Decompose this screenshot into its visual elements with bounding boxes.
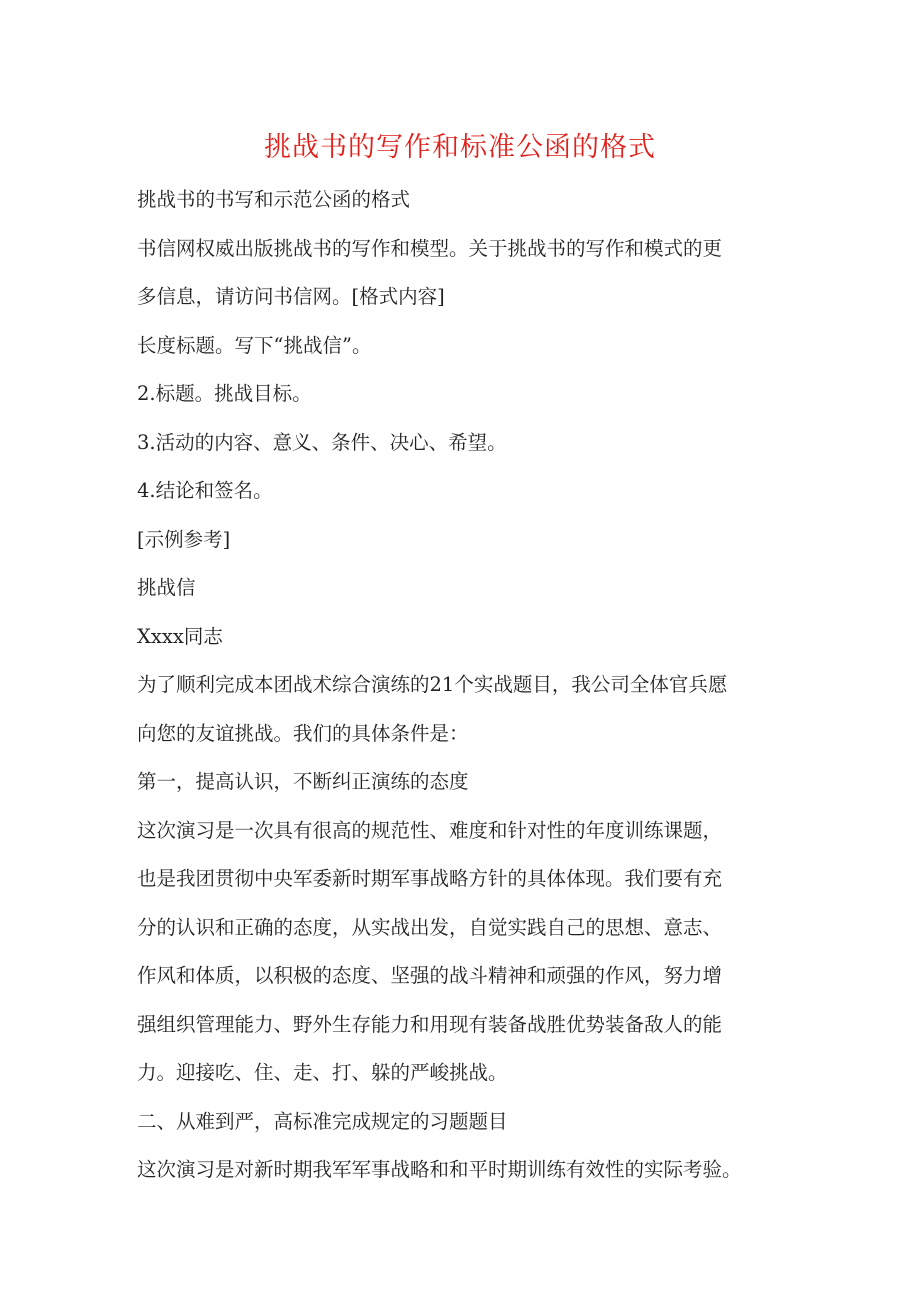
text-line: 力。迎接吃、住、走、打、躲的严峻挑战。 <box>137 1061 508 1084</box>
text-line: 书信网权威出版挑战书的写作和模型。关于挑战书的写作和模式的更 <box>137 236 723 260</box>
text-line: 这次演习是一次具有很高的规范性、难度和针对性的年度训练课题， <box>137 818 723 842</box>
text-line: 多信息，请访问书信网。[格式内容] <box>137 285 445 308</box>
text-line: 为了顺利完成本团战术综合演练的21个实战题目，我公司全体官兵愿 <box>137 673 728 696</box>
text-line: 也是我团贯彻中央军委新时期军事战略方针的具体体现。我们要有充 <box>137 867 723 890</box>
text-line: 2.标题。挑战目标。 <box>137 382 312 405</box>
text-line: 二、从难到严，高标准完成规定的习题题目 <box>137 1109 508 1133</box>
text-line: 第一，提高认识，不断纠正演练的态度 <box>137 770 469 793</box>
text-line: 挑战信 <box>137 576 196 599</box>
text-line: 向您的友谊挑战。我们的具体条件是： <box>137 721 469 745</box>
text-line: 挑战书的书写和示范公函的格式 <box>137 188 411 211</box>
text-line: 这次演习是对新时期我军军事战略和和平时期训练有效性的实际考验。 <box>137 1158 742 1181</box>
text-line: Xxxx同志 <box>137 624 223 648</box>
document-body <box>137 176 797 1195</box>
text-line: 4.结论和签名。 <box>137 479 273 502</box>
text-line: 3.活动的内容、意义、条件、决心、希望。 <box>137 430 507 454</box>
text-line: 作风和体质，以积极的态度、坚强的战斗精神和顽强的作风，努力增 <box>137 964 723 987</box>
text-line: 强组织管理能力、野外生存能力和用现有装备战胜优势装备敌人的能 <box>137 1012 723 1036</box>
document-title: 挑战书的写作和标准公函的格式 <box>264 132 656 163</box>
text-line: 长度标题。写下“挑战信”。 <box>137 333 372 357</box>
text-line: 分的认识和正确的态度，从实战出发，自觉实践自己的思想、意志、 <box>137 915 723 939</box>
text-line: [示例参考] <box>137 527 231 551</box>
